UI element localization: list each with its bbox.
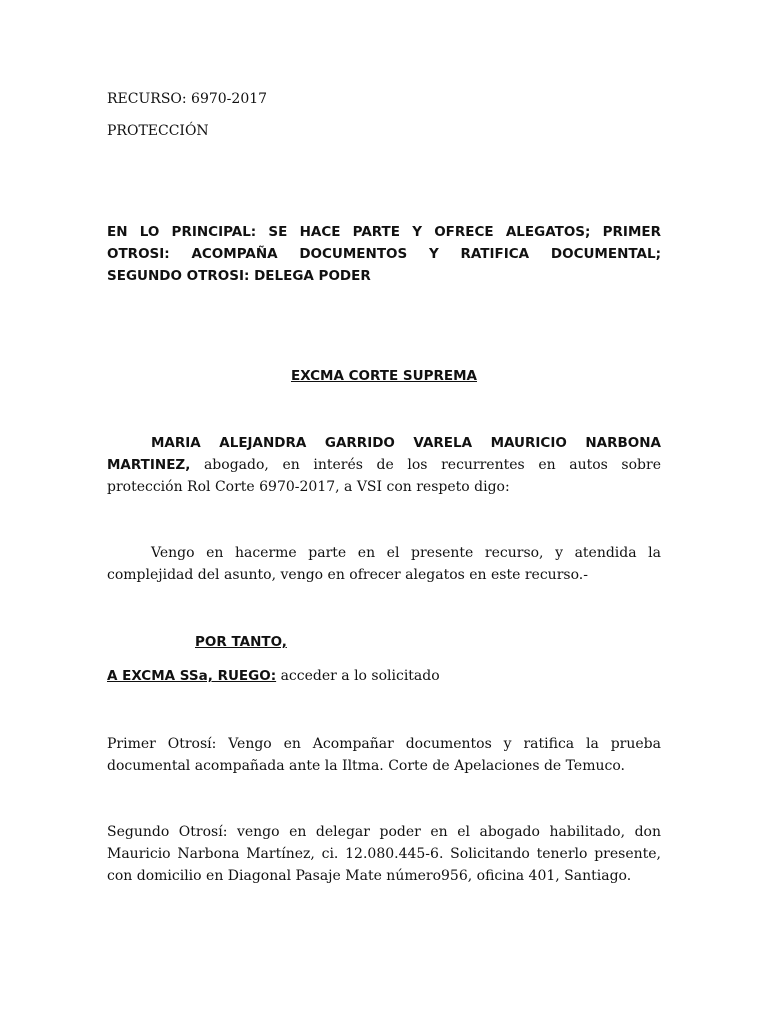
segundo-otrosi-text: Segundo Otrosí: vengo en delegar poder en el abogado habilitado, don (107, 824, 661, 840)
por-tanto-heading: POR TANTO, (195, 634, 287, 650)
intro-text: abogado, en interés de los recurrentes en autos sobre (203, 457, 661, 473)
segundo-otrosi-paragraph (107, 821, 661, 887)
summary-block (107, 221, 661, 287)
ruego-label: A EXCMA SSa, RUEGO: (107, 668, 277, 684)
court-heading: EXCMA CORTE SUPREMA (290, 368, 478, 384)
summary-line: SEGUNDO OTROSI: DELEGA PODER (107, 268, 371, 284)
ruego-text: acceder a lo solicitado (280, 668, 440, 684)
body-text-end: complejidad del asunto, vengo en ofrecer alegatos en este recurso.- (107, 567, 588, 583)
intro-text-end: protección Rol Corte 6970-2017, a VSI con respeto digo: (107, 479, 510, 495)
primer-otrosi-text-end: documental acompañada ante la Iltma. Corte de Apelaciones de Temuco. (107, 758, 625, 774)
body-paragraph (107, 542, 661, 586)
primer-otrosi-text: Primer Otrosí: Vengo en Acompañar documentos y ratifica la prueba (107, 736, 661, 752)
primer-otrosi-paragraph (107, 733, 661, 777)
ruego-line (107, 666, 661, 687)
segundo-otrosi-text-end: con domicilio en Diagonal Pasaje Mate número956, oficina 401, Santiago. (107, 868, 632, 884)
case-number: RECURSO: 6970-2017 (107, 91, 268, 107)
case-type: PROTECCIÓN (107, 123, 209, 139)
summary-line: EN LO PRINCIPAL: SE HACE PARTE Y OFRECE ALEGATOS; PRIMER (107, 224, 661, 240)
intro-paragraph (107, 432, 661, 498)
segundo-otrosi-text: Mauricio Narbona Martínez, ci. 12.080.445-6. Solicitando tenerlo presente, (107, 846, 661, 862)
body-text: Vengo en hacerme parte en el presente recurso, y atendida la (151, 545, 661, 561)
party-surname: MARTINEZ, (107, 457, 191, 473)
party-names: MARIA ALEJANDRA GARRIDO VARELA MAURICIO NARBONA (151, 435, 661, 451)
summary-line: OTROSI: ACOMPAÑA DOCUMENTOS Y RATIFICA DOCUMENTAL; (107, 246, 661, 262)
